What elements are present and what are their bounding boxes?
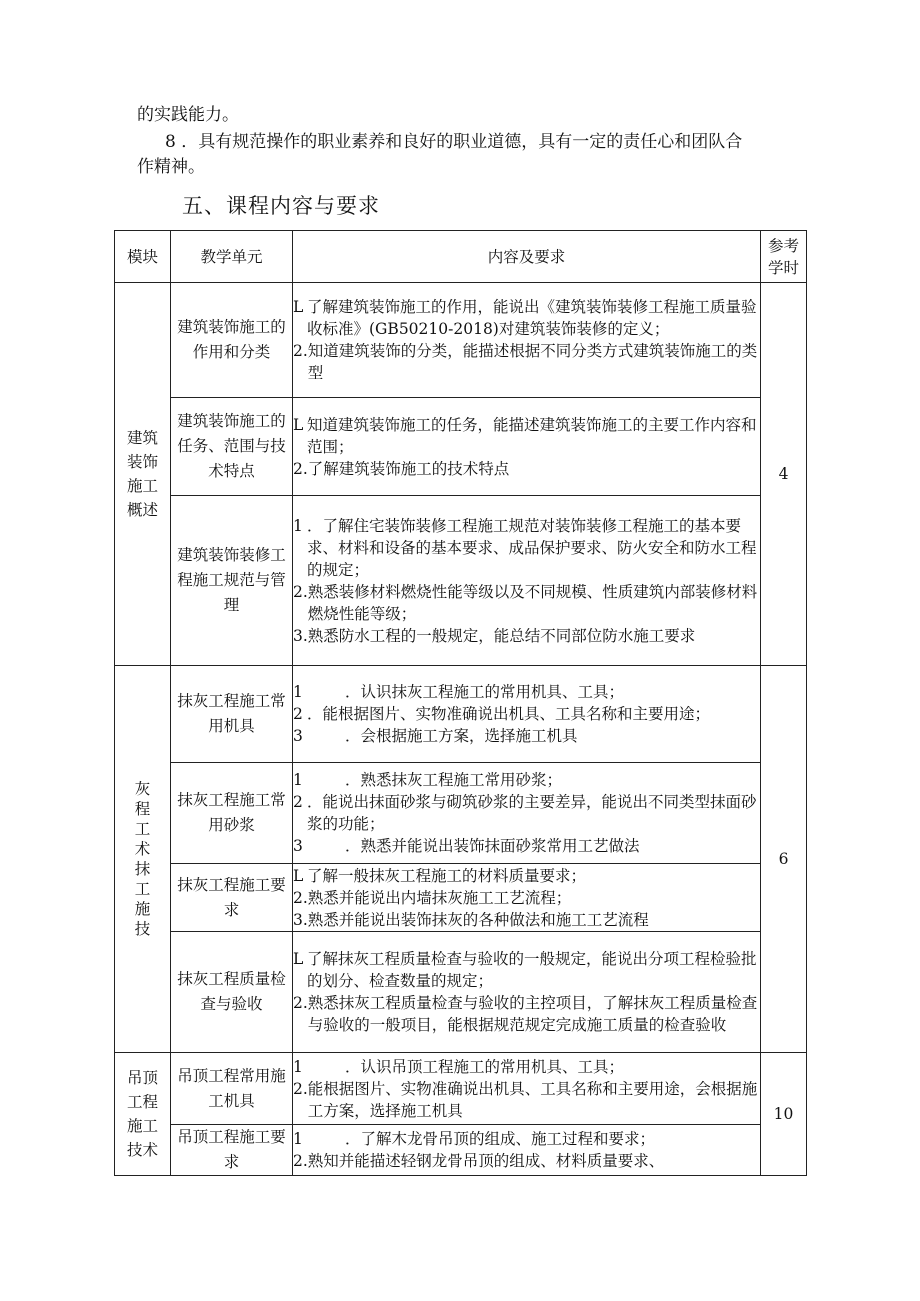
- unit-cell: 吊顶工程常用施工机具: [171, 1053, 293, 1125]
- unit-cell: 建筑装饰施工的任务、范围与技术特点: [171, 398, 293, 496]
- item-number: 1: [293, 771, 303, 789]
- item-text: 熟悉并能说出装饰抹灰的各种做法和施工工艺流程: [307, 910, 649, 929]
- requirement-item: [293, 340, 760, 384]
- item-text: 了解一般抹灰工程施工的材料质量要求；: [307, 866, 587, 885]
- item-text: ．具有规范操作的职业素养和良好的职业道德，具有一定的责任心和团队合: [181, 132, 743, 152]
- module-name: 吊顶工程施工技术: [126, 1069, 158, 1159]
- item-number: 1: [293, 1057, 303, 1076]
- unit-cell: 抹灰工程施工常用砂浆: [171, 763, 293, 864]
- table-row: [115, 283, 807, 398]
- item-number: 3: [293, 837, 303, 855]
- requirement-item: [293, 458, 760, 480]
- item-text: 能根据图片、实物准确说出机具、工具名称和主要用途，会根据施工方案，选择施工机具: [307, 1079, 758, 1120]
- item-number: 2.: [293, 1152, 308, 1170]
- requirement-item: [293, 1078, 760, 1122]
- item-text: 知道建筑装饰的分类，能描述根据不同分类方式建筑装饰施工的类型: [307, 342, 758, 382]
- item-number: 2.: [293, 582, 308, 601]
- requirement-item: [293, 948, 760, 992]
- table-row: [115, 932, 807, 1053]
- item-number: L: [293, 298, 304, 316]
- requirement-item: [293, 791, 760, 835]
- item-text: ．了解住宅装饰装修工程施工规范对装饰装修工程施工的基本要求、材料和设备的基本要求、成品保护要求、防火安全和防水工程的规定；: [307, 516, 757, 579]
- unit-cell: 抹灰工程质量检查与验收: [171, 932, 293, 1053]
- header-content: 内容及要求: [293, 231, 761, 283]
- requirement-item: [293, 835, 760, 857]
- item-number: 1: [293, 1130, 303, 1148]
- item-number: 2: [293, 793, 303, 811]
- item-text: ．熟悉抹灰工程施工常用砂浆；: [345, 771, 563, 789]
- intro-item-8: [165, 130, 805, 154]
- item-number: L: [293, 866, 304, 885]
- intro-line: 的实践能力。: [137, 105, 239, 125]
- table-row: [115, 1053, 807, 1125]
- item-number: L: [293, 950, 304, 968]
- content-cell: [293, 1125, 761, 1176]
- item-text: 熟悉抹灰工程质量检查与验收的主控项目，了解抹灰工程质量检查与验收的一般项目，能根据规范规定完成施工质量的检查验收: [307, 994, 758, 1034]
- content-cell: [293, 666, 761, 763]
- module-cell: [115, 666, 171, 1053]
- item-text: ．能说出抹面砂浆与砌筑砂浆的主要差异，能说出不同类型抹面砂浆的功能；: [307, 793, 757, 833]
- hours-cell: 4: [761, 283, 807, 666]
- item-number: 2.: [293, 888, 308, 907]
- item-number: 8: [165, 132, 176, 152]
- module-name: 灰程工术抹工施技: [134, 780, 151, 938]
- unit-cell: 建筑装饰施工的作用和分类: [171, 283, 293, 398]
- item-text: 熟悉装修材料燃烧性能等级以及不同规模、性质建筑内部装修材料燃烧性能等级；: [307, 582, 758, 623]
- content-cell: [293, 763, 761, 864]
- unit-cell: 抹灰工程施工常用机具: [171, 666, 293, 763]
- requirement-item: [293, 1128, 760, 1150]
- item-number: 3.: [293, 626, 308, 645]
- requirement-item: [293, 414, 760, 458]
- item-number: 3.: [293, 910, 308, 929]
- table-header-row: [115, 231, 807, 283]
- requirement-item: [293, 625, 760, 647]
- intro-item-8-continued: 作精神。: [137, 157, 205, 177]
- item-number: L: [293, 415, 304, 434]
- section-heading: 五、课程内容与要求: [182, 194, 380, 218]
- module-cell: [115, 1053, 171, 1176]
- requirement-item: [293, 769, 760, 791]
- header-module: 模块: [115, 231, 171, 283]
- requirement-item: [293, 725, 760, 747]
- table-row: [115, 1125, 807, 1176]
- unit-cell: 建筑装饰装修工程施工规范与管理: [171, 496, 293, 666]
- item-number: 1: [293, 683, 303, 701]
- module-cell: [115, 283, 171, 666]
- requirement-item: [293, 515, 760, 581]
- requirement-item: [293, 887, 760, 909]
- item-number: 2: [293, 705, 303, 723]
- module-name: 建筑装饰施工概述: [126, 429, 158, 519]
- requirement-item: [293, 865, 760, 887]
- item-text: 熟知并能描述轻钢龙骨吊顶的组成、材料质量要求、: [307, 1152, 665, 1170]
- content-cell: [293, 496, 761, 666]
- header-unit: 教学单元: [171, 231, 293, 283]
- item-text: 知道建筑装饰施工的任务，能描述建筑装饰施工的主要工作内容和范围；: [307, 415, 757, 456]
- item-text: ．熟悉并能说出装饰抹面砂浆常用工艺做法: [345, 837, 640, 855]
- item-number: 2.: [293, 1079, 308, 1098]
- content-cell: [293, 398, 761, 496]
- requirement-item: [293, 1056, 760, 1078]
- course-content-table: [114, 230, 807, 1176]
- requirement-item: [293, 1150, 760, 1172]
- item-text: ．认识抹灰工程施工的常用机具、工具；: [345, 683, 625, 701]
- item-text: 了解抹灰工程质量检查与验收的一般规定，能说出分项工程检验批的划分、检查数量的规定；: [307, 950, 757, 990]
- item-text: 了解建筑装饰施工的作用，能说出《建筑装饰装修工程施工质量验收标准》(GB50210-2018)对建筑装饰装修的定义；: [307, 298, 757, 338]
- requirement-item: [293, 992, 760, 1036]
- item-text: ．了解木龙骨吊顶的组成、施工过程和要求；: [345, 1130, 656, 1148]
- requirement-item: [293, 681, 760, 703]
- item-number: 3: [293, 727, 303, 745]
- content-cell: [293, 932, 761, 1053]
- content-cell: [293, 1053, 761, 1125]
- item-text: ．能根据图片、实物准确说出机具、工具名称和主要用途；: [307, 705, 711, 723]
- item-text: 熟悉并能说出内墙抹灰施工工艺流程；: [307, 888, 572, 907]
- requirement-item: [293, 581, 760, 625]
- requirement-item: [293, 909, 760, 931]
- hours-cell: 10: [761, 1053, 807, 1176]
- table-row: [115, 496, 807, 666]
- item-text: ．会根据施工方案，选择施工机具: [345, 727, 578, 745]
- requirement-item: [293, 296, 760, 340]
- item-number: 1: [293, 516, 303, 535]
- item-number: 2.: [293, 342, 308, 360]
- table-row: [115, 763, 807, 864]
- header-hours: 参考学时: [761, 231, 807, 283]
- item-text: ．认识吊顶工程施工的常用机具、工具；: [345, 1057, 625, 1076]
- table-row: [115, 398, 807, 496]
- item-number: 2.: [293, 994, 308, 1012]
- item-text: 了解建筑装饰施工的技术特点: [307, 459, 510, 478]
- unit-cell: 吊顶工程施工要求: [171, 1125, 293, 1176]
- item-number: 2.: [293, 459, 308, 478]
- table-row: [115, 864, 807, 932]
- unit-cell: 抹灰工程施工要求: [171, 864, 293, 932]
- requirement-item: [293, 703, 760, 725]
- content-cell: [293, 864, 761, 932]
- table-row: [115, 666, 807, 763]
- item-text: 熟悉防水工程的一般规定，能总结不同部位防水施工要求: [307, 626, 696, 645]
- hours-cell: 6: [761, 666, 807, 1053]
- content-cell: [293, 283, 761, 398]
- table-body: [115, 283, 807, 1176]
